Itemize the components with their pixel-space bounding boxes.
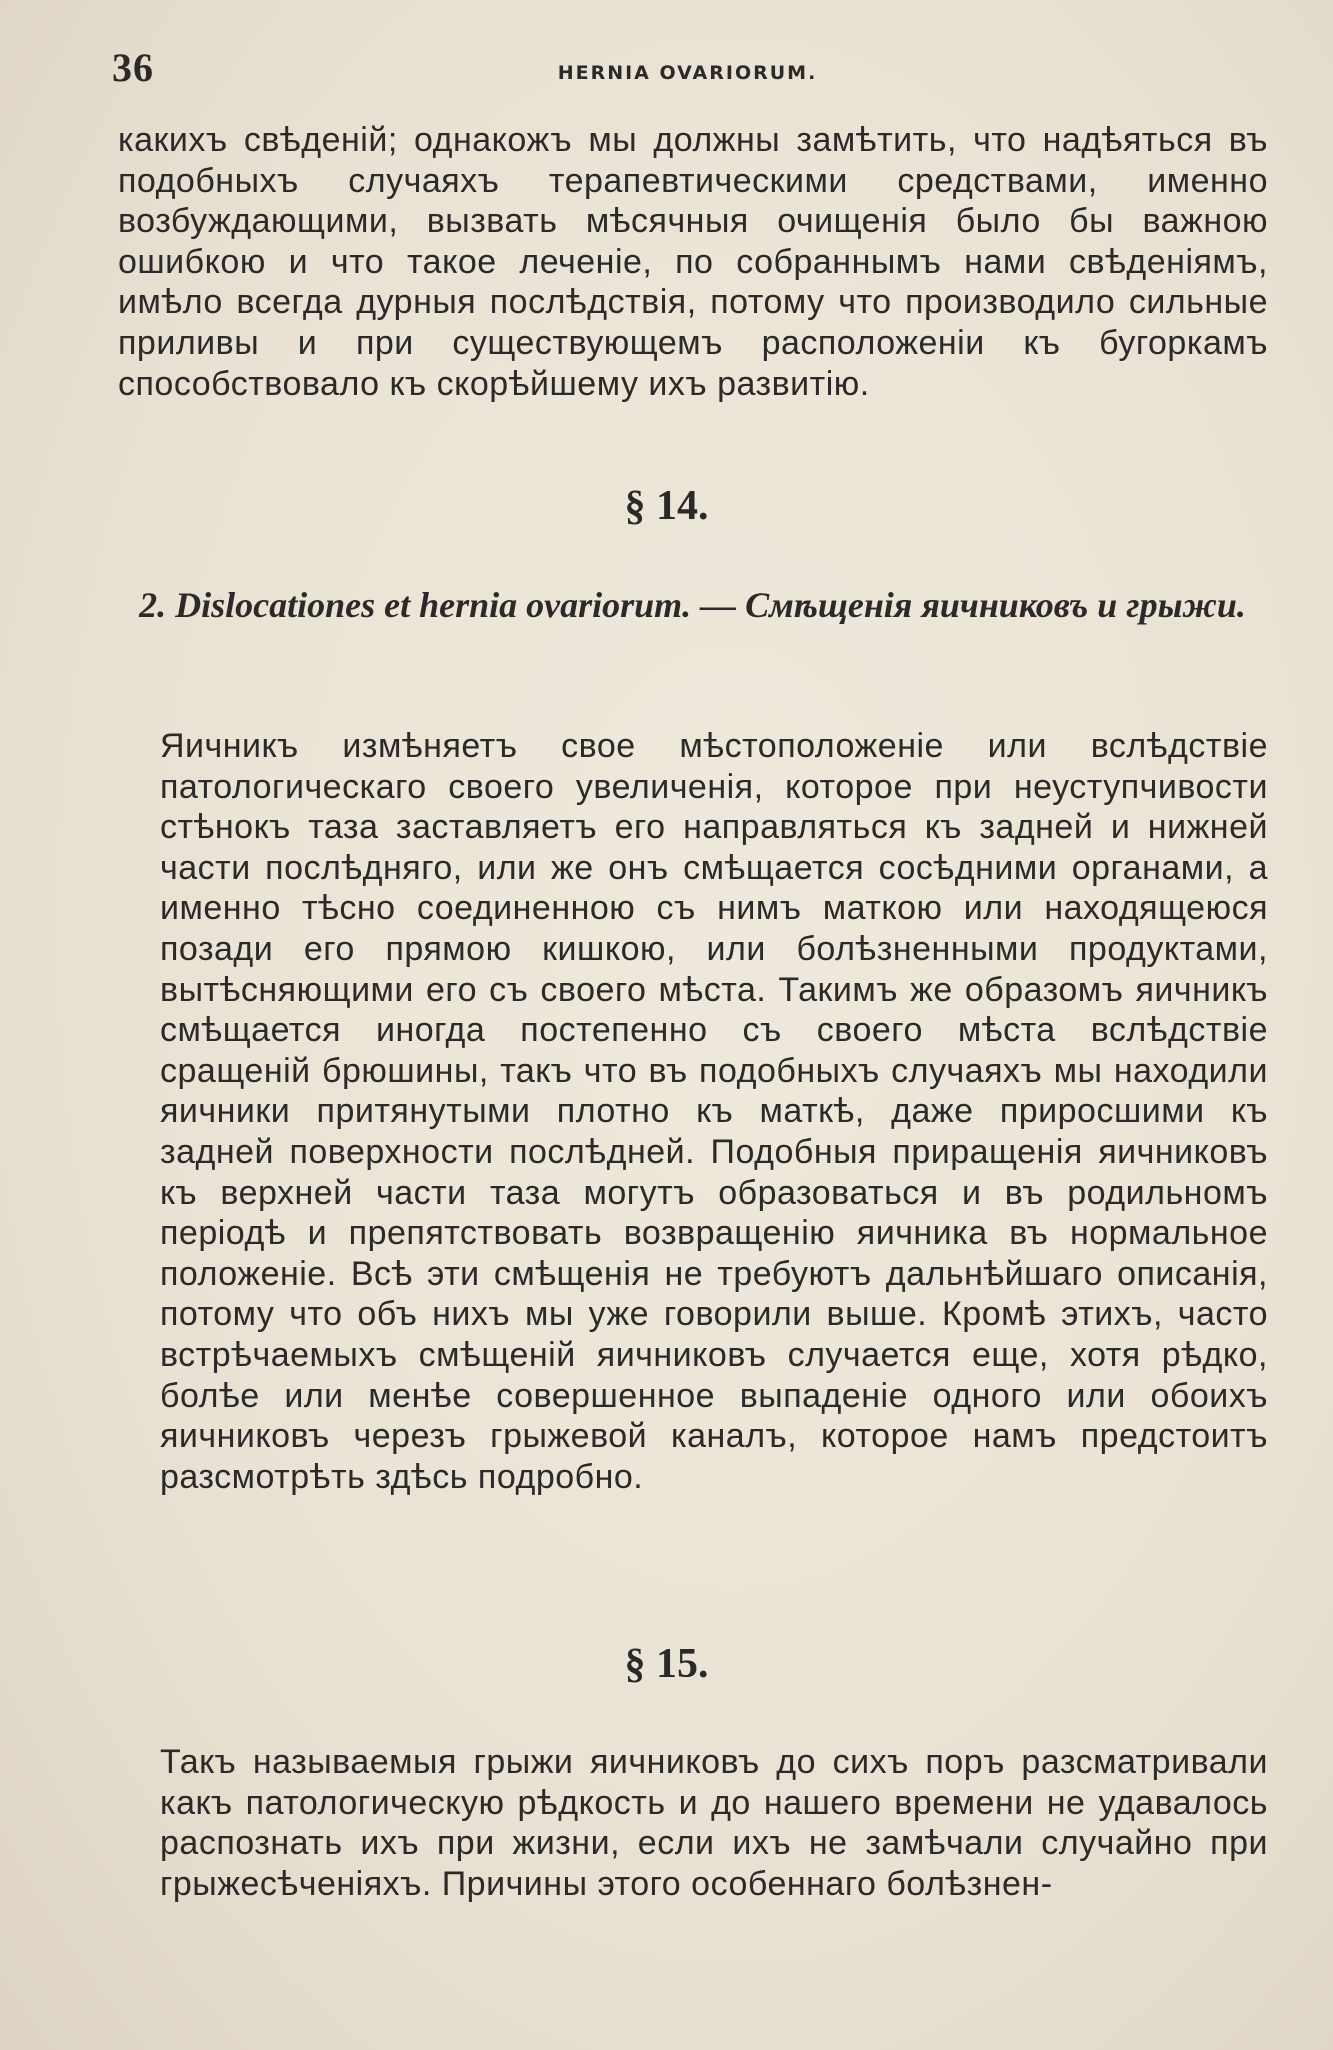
- paragraph-text: какихъ свѣденій; однакожъ мы должны замѣтить, что надѣяться въ подобныхъ случаяхъ терапевтическими средствами, именно возбуждающими, вызвать мѣсячныя очищенія было бы важною ошибкою и что такое леченіе, по собраннымъ нами свѣденіямъ, имѣло всегда дурныя послѣдствія, потому что производило сильные приливы и при существующемъ расположеніи къ бугоркамъ способствовало къ скорѣйшему ихъ развитію.: [118, 121, 1268, 403]
- section-mark-15: § 15.: [624, 1641, 709, 1687]
- running-title: HERNIA OVARIORUM.: [557, 62, 818, 84]
- section-mark-14: § 14.: [624, 483, 709, 529]
- paragraph-dislocation: [118, 726, 1268, 1497]
- paragraph-text: Яичникъ измѣняетъ свое мѣстоположеніе или вслѣдствіе патологическаго своего увеличенія, которое при неуступчивости стѣнокъ таза заставляетъ его направляться къ задней и нижней части послѣдняго, или же онъ смѣщается сосѣдними органами, а именно тѣсно соединенною съ нимъ маткою или находящеюся позади его прямою кишкою, или болѣзненными продуктами, вытѣсняющими его съ своего мѣста. Такимъ же образомъ яичникъ смѣщается иногда постепенно съ своего мѣста вслѣдствіе сращеній брюшины, такъ что въ подобныхъ случаяхъ мы находили яичники притянутыми плотно къ маткѣ, даже приросшими къ задней поверхности послѣдней. Подобныя приращенія яичниковъ къ верхней части таза могутъ образоваться и въ родильномъ періодѣ и препятствовать возвращенію яичника въ нормальное положеніе. Всѣ эти смѣщенія не требуютъ дальнѣйшаго описанія, потому что объ нихъ мы уже говорили выше. Кромѣ этихъ, часто встрѣчаемыхъ смѣщеній яичниковъ случается еще, хотя рѣдко, болѣе или менѣе совершенное выпаденіе одного или обоихъ яичниковъ черезъ грыжевой каналъ, которое намъ предстоитъ разсмотрѣть здѣсь подробно.: [160, 727, 1268, 1496]
- paragraph-text: Такъ называемыя грыжи яичниковъ до сихъ поръ разсматривали какъ патологическую рѣдкость и до нашего времени не удавалось распознать ихъ при жизни, если ихъ не замѣчали случайно при грыжесѣченіяхъ. Причины этого особеннаго болѣзнен-: [160, 1743, 1268, 1903]
- paragraph-hernia: [118, 1742, 1268, 1904]
- paragraph-continuation: [118, 120, 1268, 404]
- page-number: 36: [112, 45, 154, 90]
- page-header: [112, 44, 1263, 94]
- section-heading: 2. Dislocationes et hernia ovariorum. — Смѣщенія яичниковъ и грыжи.: [139, 585, 1246, 625]
